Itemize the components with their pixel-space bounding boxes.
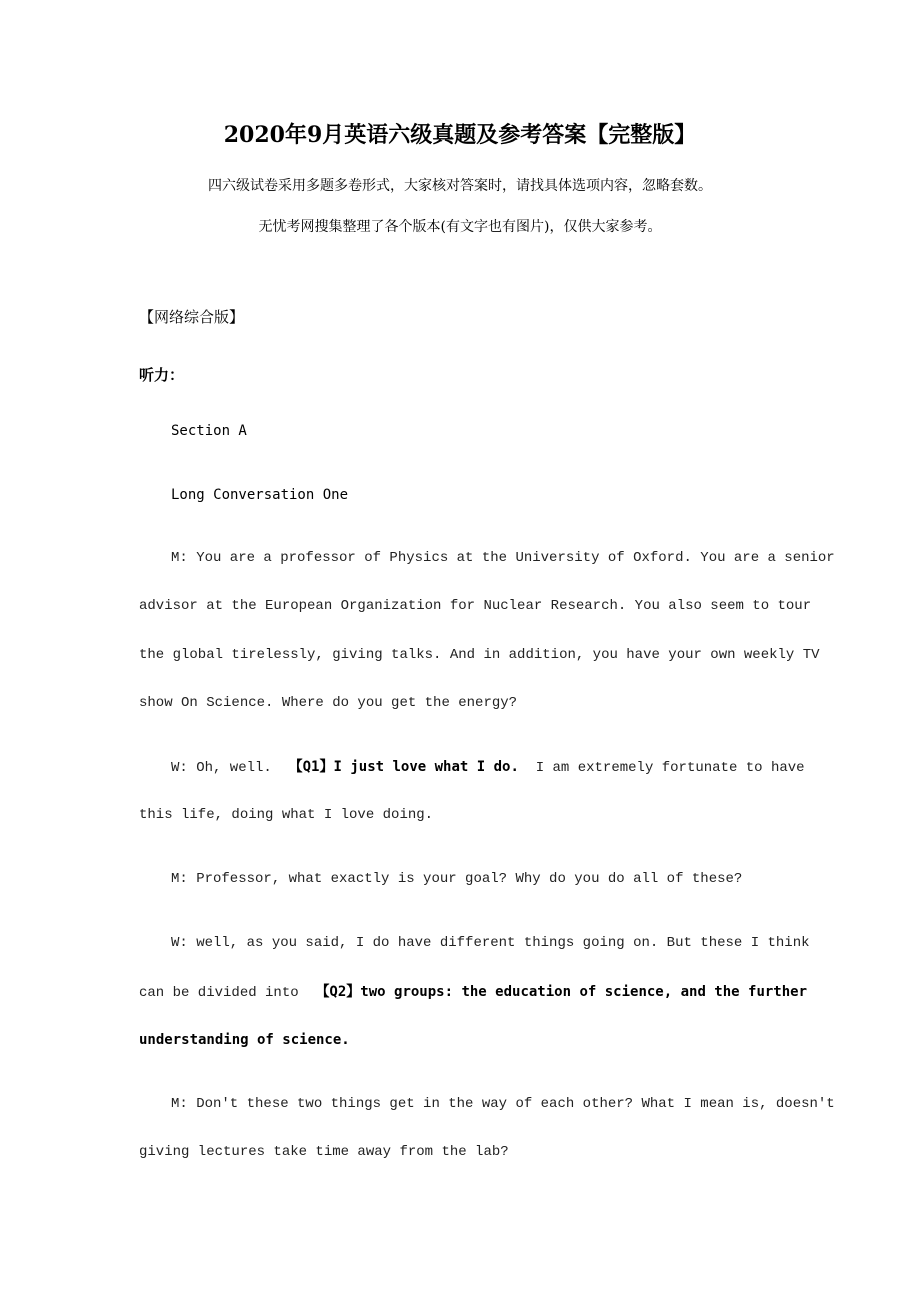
note-multiple-papers: 四六级试卷采用多题多卷形式，大家核对答案时，请找具体选项内容，忽略套数。 [208,178,712,194]
note-source-versions: 无忧考网搜集整理了各个版本(有文字也有图片)，仅供大家参考。 [258,219,662,235]
transcript-line: this life, doing what I love doing. [139,807,434,823]
version-heading: 【网络综合版】 [139,308,245,326]
listening-heading: 听力： [139,366,185,384]
answer-q2-continued: understanding of science. [139,1032,350,1048]
transcript-line: show On Science. Where do you get the energy? [139,695,518,711]
transcript-line: the global tirelessly, giving talks. And in addition, you have your own weekly TV [139,647,820,663]
transcript-line: M: Don't these two things get in the way of each other? What I mean is, doesn't [171,1096,835,1112]
answer-q1: 【Q1】I just love what I do. [288,759,519,775]
speaker-text: W: Oh, well. [171,760,289,776]
speaker-text: I am extremely fortunate to have [518,760,805,776]
transcript-line [139,982,808,1003]
section-a-label: Section A [171,423,247,439]
transcript-line: advisor at the European Organization for Nuclear Research. You also seem to tour [139,598,812,614]
transcript-line: M: Professor, what exactly is your goal? Why do you do all of these? [171,871,743,887]
speaker-text: can be divided into [139,985,316,1001]
transcript-line [171,757,831,778]
transcript-line: M: You are a professor of Physics at the University of Oxford. You are a senior [171,550,835,566]
document-title: 2020年9月英语六级真题及参考答案【完整版】 [223,122,697,148]
conversation-label: Long Conversation One [171,487,349,503]
transcript-line: giving lectures take time away from the lab? [139,1144,509,1160]
answer-q2: 【Q2】two groups: the education of science, and the further [315,984,808,1000]
transcript-line: W: well, as you said, I do have different things going on. But these I think [171,935,810,951]
